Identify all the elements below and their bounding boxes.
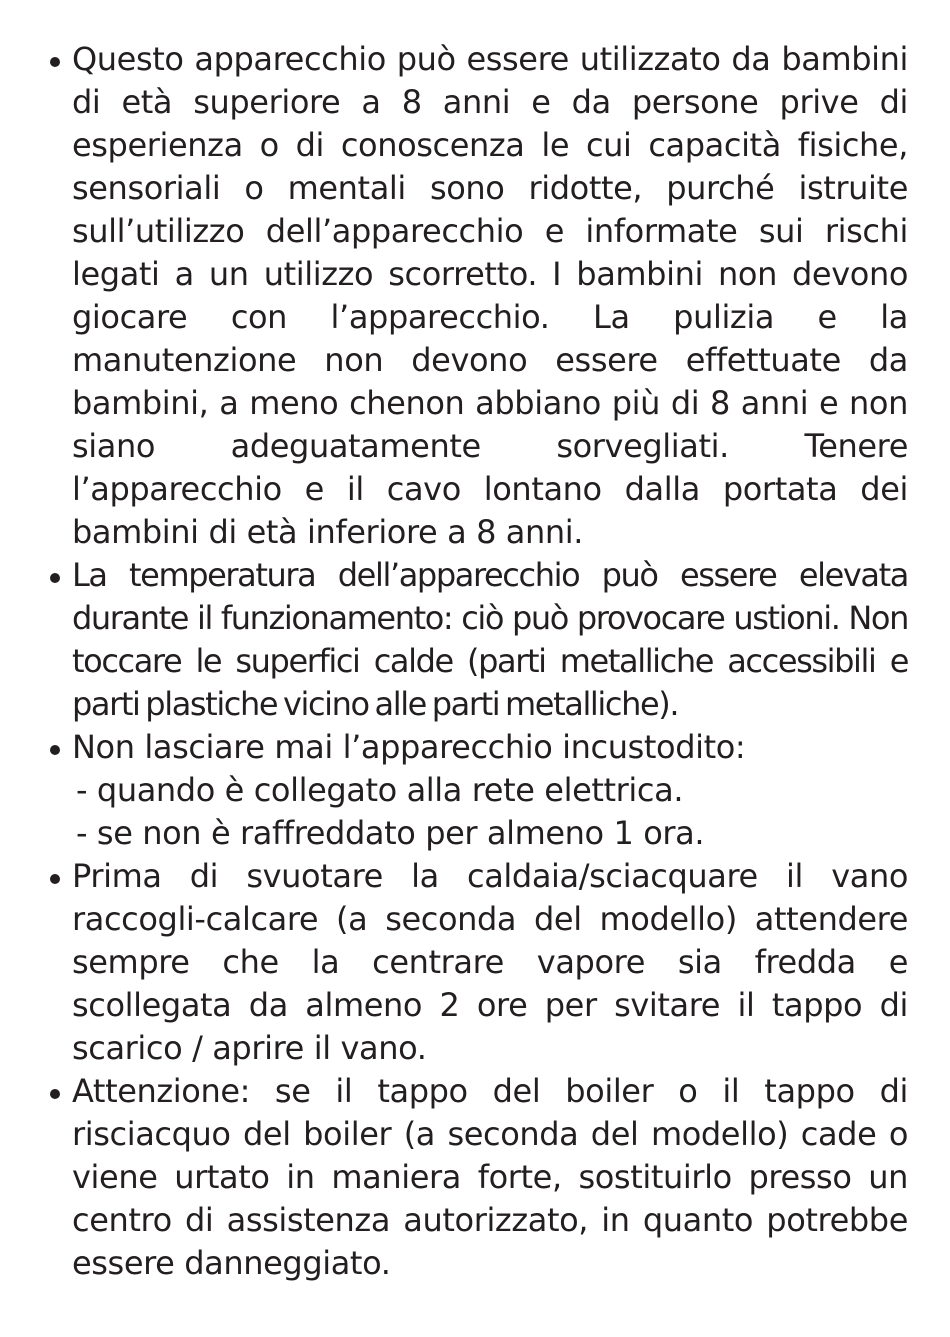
bullet-icon	[50, 573, 60, 583]
warning-sub-item: - quando è collegato alla rete elettrica.	[76, 771, 684, 809]
warning-text: Non lasciare mai l’apparecchio incustodito:	[72, 728, 746, 766]
warning-text: Attenzione: se il tappo del boiler o il tappo di risciacquo del boiler (a seconda del modello) cade o viene urtato in maniera forte, sostituirlo presso un centro di assistenza autorizzato, in quanto potrebbe essere danneggiato.	[72, 1072, 908, 1282]
warning-item-boiler-empty	[44, 855, 908, 1070]
bullet-icon	[50, 57, 60, 67]
safety-warning-list	[44, 38, 908, 1285]
warning-text: La temperatura dell’apparecchio può essere elevata durante il funzionamento: ciò può provocare ustioni. Non toccare le superfici calde (parti metalliche accessibili e parti plastiche vicino alle parti metalliche).	[72, 556, 908, 723]
warning-text: Prima di svuotare la caldaia/sciacquare il vano raccogli-calcare (a seconda del modello) attendere sempre che la centrare vapore sia fredda e scollegata da almeno 2 ore per svitare il tappo di scarico / aprire il vano.	[72, 857, 908, 1067]
warning-item-temperature	[44, 554, 908, 726]
safety-instructions-page	[44, 38, 908, 1285]
warning-item-unattended	[44, 726, 908, 855]
warning-text: Questo apparecchio può essere utilizzato da bambini di età superiore a 8 anni e da persone prive di esperienza o di conoscenza le cui capacità fisiche, sensoriali o mentali sono ridotte, purché istruite sull’utilizzo dell’apparecchio e informate sui rischi legati a un utilizzo scorretto. I bambini non devono giocare con l’apparecchio. La pulizia e la manutenzione non devono essere effettuate da bambini, a meno chenon abbiano più di 8 anni e non siano adeguatamente sorvegliati. Tenere l’apparecchio e il cavo lontano dalla portata dei bambini di età inferiore a 8 anni.	[72, 40, 908, 551]
warning-item-children	[44, 38, 908, 554]
bullet-icon	[50, 874, 60, 884]
warning-sub-item: - se non è raffreddato per almeno 1 ora.	[76, 814, 705, 852]
bullet-icon	[50, 745, 60, 755]
bullet-icon	[50, 1089, 60, 1099]
warning-item-boiler-cap	[44, 1070, 908, 1285]
